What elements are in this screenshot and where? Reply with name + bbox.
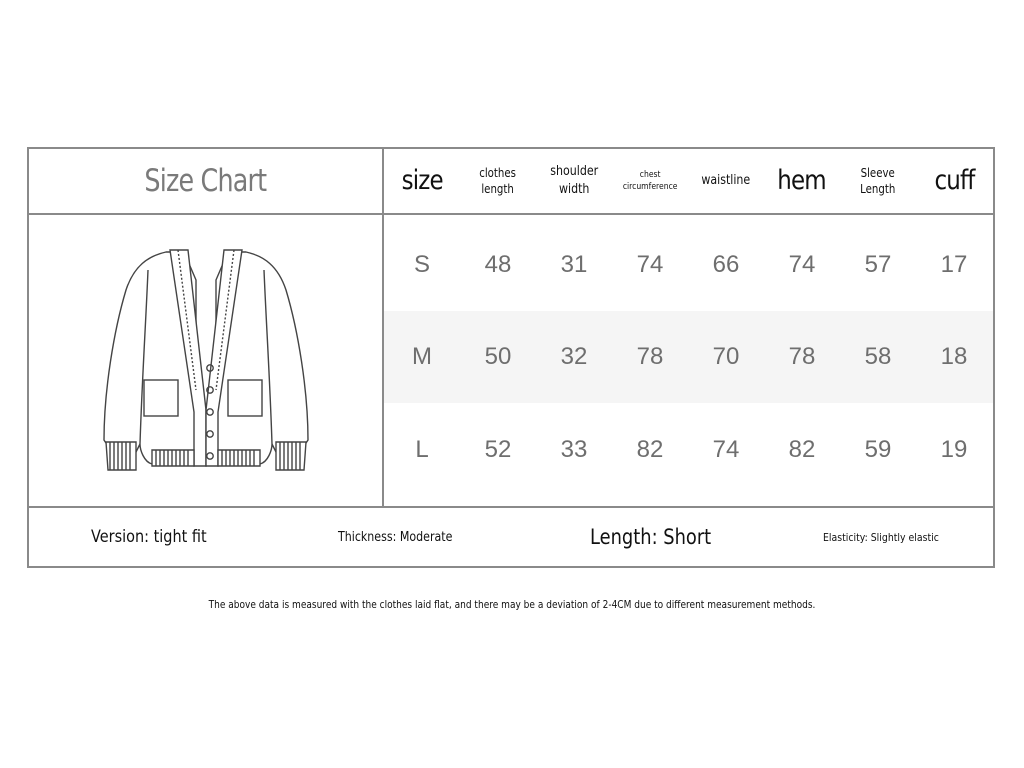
length-text: Length: Short [590,525,712,549]
elasticity-text: Elasticity: Slightly elastic [823,530,939,544]
thickness-cell [338,508,473,566]
value-cell: 57 [864,251,892,278]
header-sleeve-length [840,149,916,213]
value-cell: 19 [940,436,968,463]
value-cell: 58 [864,343,892,370]
header-row [384,149,993,213]
header-clothes-length-label: clothes length [479,165,517,196]
header-waistline [688,149,764,213]
size-cell: M [412,343,432,370]
version-text: Version: tight fit [91,527,207,547]
value-cell: 31 [560,251,588,278]
value-cell: 17 [940,251,968,278]
footer-row [29,508,993,566]
chart-title: Size Chart [144,163,267,199]
value-cell: 32 [560,343,588,370]
header-clothes-length [460,149,536,213]
header-hem [764,149,840,213]
header-cuff [916,149,992,213]
size-rows [384,213,993,506]
value-cell: 82 [788,436,816,463]
value-cell: 50 [484,343,512,370]
value-cell: 74 [636,251,664,278]
header-hem-label: hem [777,164,827,196]
value-cell: 74 [712,436,740,463]
size-chart-table [27,147,995,568]
value-cell: 82 [636,436,664,463]
elasticity-cell [823,508,959,566]
value-cell: 48 [484,251,512,278]
value-cell: 66 [712,251,740,278]
header-size [384,149,460,213]
header-sleeve-length-label: Sleeve Length [860,165,896,196]
size-cell: S [413,251,430,278]
value-cell: 78 [788,343,816,370]
value-cell: 70 [712,343,740,370]
value-cell: 52 [484,436,512,463]
value-cell: 33 [560,436,588,463]
value-cell: 78 [636,343,664,370]
cardigan-illustration-icon [96,240,316,480]
header-chest-label: chest circumference [622,169,678,192]
header-cuff-label: cuff [934,164,974,196]
size-cell: L [415,436,429,463]
measurement-note [0,598,1024,611]
value-cell: 74 [788,251,816,278]
header-shoulder-width-label: shoulder width [550,164,598,197]
length-cell [590,508,733,566]
header-chest-circumference [612,149,688,213]
thickness-text: Thickness: Moderate [338,529,453,545]
table-row-s [384,219,993,311]
value-cell: 59 [864,436,892,463]
value-cell: 18 [940,343,968,370]
table-row-l [384,404,993,496]
table-row-m [384,311,993,403]
version-cell [91,508,227,566]
title-cell [29,149,384,213]
header-shoulder-width [536,149,612,213]
measurement-note-text: The above data is measured with the clothes laid flat, and there may be a deviation of 2-4CM due to different measurement methods. [208,598,816,611]
header-waistline-label: waistline [701,173,751,189]
header-size-label: size [401,164,443,196]
image-cell [29,213,384,506]
